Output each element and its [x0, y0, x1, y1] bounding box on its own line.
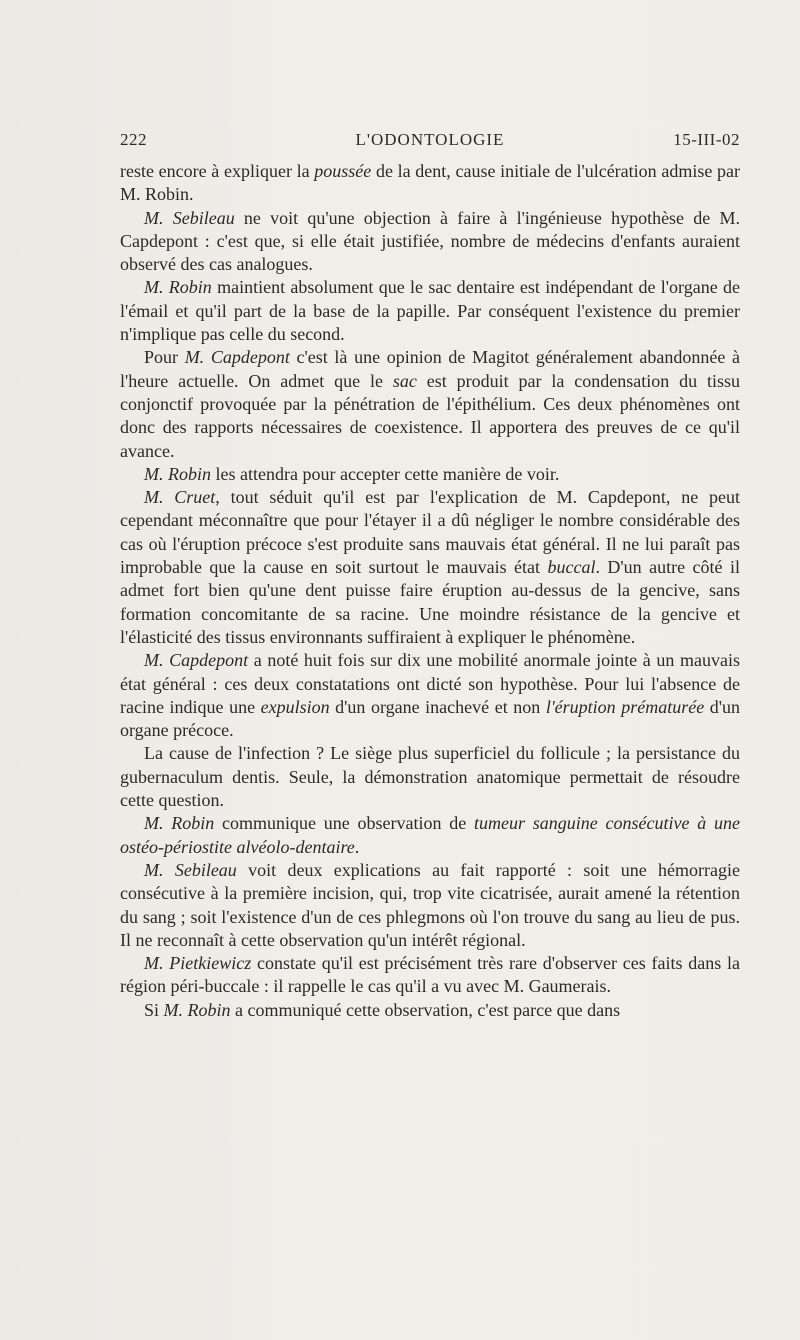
- paragraph: [120, 812, 740, 859]
- text-segment: c'est là une opinion de Magitot généralement abandonnée à l'heure actuelle. On admet que le: [120, 347, 740, 391]
- italic-text: M. Robin: [144, 463, 211, 484]
- paragraph: [120, 486, 740, 649]
- italic-text: M. Robin: [163, 999, 231, 1020]
- italic-text: poussée: [314, 161, 372, 181]
- paragraph: [120, 276, 740, 346]
- italic-text: buccal: [547, 557, 596, 578]
- italic-text: sac: [392, 370, 417, 391]
- text-segment: .: [354, 836, 360, 857]
- issue-date: 15-III-02: [673, 130, 740, 149]
- paragraph: [120, 742, 740, 812]
- text-segment: La cause de l'infection ? Le siège plus superficiel du follicule ; la persistance du gubernaculum dentis. Seule, la démonstration anatomique permettait de résoudre cette question.: [120, 743, 740, 811]
- text-segment: d'un organe précoce.: [120, 696, 741, 741]
- page-header: [120, 130, 740, 154]
- paragraph: [120, 463, 740, 486]
- running-title: L'ODONTOLOGIE: [355, 130, 505, 149]
- italic-text: M. Sebileau: [144, 859, 237, 880]
- text-segment: maintient absolument que le sac dentaire est indépendant de l'organe de l'émail et qu'il part de la base de la papille. Par conséquent l'existence du premier n'implique pas celle du second.: [120, 277, 740, 345]
- text-segment: est produit par la condensation du tissu conjonctif provoquée par la pénétration de l'épithélium. Ces deux phénomènes ont donc des rapports nécessaires de coexistence. Il apportera des preuves de ce qu'il avance.: [120, 370, 740, 461]
- text-segment: communique une observation de: [214, 813, 475, 834]
- italic-text: M. Pietkiewicz: [144, 953, 252, 974]
- paragraph: [120, 346, 740, 462]
- page-number: 222: [120, 130, 147, 149]
- paragraph: [120, 999, 740, 1022]
- text-segment: constate qu'il est précisément très rare d'observer ces faits dans la région péri-buccale : il rappelle le cas qu'il a vu avec M. Gaumerais.: [120, 953, 740, 997]
- italic-text: M. Robin: [144, 813, 215, 834]
- text-segment: les attendra pour accepter cette manière de voir.: [211, 463, 560, 484]
- italic-text: M. Capdepont: [144, 650, 249, 671]
- italic-text: M. Capdepont: [184, 347, 290, 368]
- italic-text: M. Cruet: [144, 487, 216, 508]
- text-segment: . D'un autre côté il admet fort bien qu'une dent puisse faire éruption au-dessus de la gencive, sans formation concomitante de sa racine. Une moindre résistance de la gencive et l'élasticité des tissus environnants suffiraient à expliquer le phénomène.: [120, 557, 740, 647]
- text-segment: a communiqué cette observation, c'est parce que dans: [230, 999, 621, 1020]
- paragraph: [120, 207, 740, 277]
- paragraph: [120, 859, 740, 952]
- italic-text: l'éruption prématurée: [545, 696, 705, 717]
- italic-text: expulsion: [260, 696, 330, 717]
- italic-text: M. Sebileau: [144, 207, 235, 228]
- italic-text: tumeur sanguine consécutive à une ostéo-périostite alvéolo-dentaire: [120, 813, 740, 857]
- italic-text: M. Robin: [144, 277, 212, 298]
- text-segment: de la dent, cause initiale de l'ulcération admise par M. Robin.: [120, 161, 740, 205]
- text-segment: a noté huit fois sur dix une mobilité anormale jointe à un mauvais état général : ces deux constatations ont dicté son hypothèse. Pour lui l'absence de racine indique une: [120, 650, 740, 717]
- body-text: [120, 160, 740, 1022]
- paragraph: [120, 952, 740, 999]
- text-segment: Si: [144, 999, 164, 1020]
- text-segment: ne voit qu'une objection à faire à l'ingénieuse hypothèse de M. Capdepont : c'est que, si elle était justifiée, nombre de médecins d'enfants auraient observé des cas analogues.: [120, 207, 740, 275]
- text-segment: voit deux explications au fait rapporté : soit une hémorragie consécutive à la première incision, qui, trop vite cicatrisée, aurait amené la rétention du sang ; soit l'existence d'un de ces phlegmons où l'on trouve du sang au lieu de pus. Il ne reconnaît à cette observation qu'un intérêt régional.: [120, 859, 740, 950]
- text-segment: , tout séduit qu'il est par l'explication de M. Capdepont, ne peut cependant méconnaître que pour l'étayer il a dû négliger le nombre considérable des cas où l'éruption précoce s'est produite sans mauvais état général. Il ne lui paraît pas improbable que la cause en soit surtout le mauvais état: [120, 487, 740, 578]
- paragraph: [120, 649, 740, 742]
- paragraph: [120, 160, 740, 207]
- text-segment: Pour: [144, 347, 185, 368]
- text-segment: d'un organe inachevé et non: [329, 696, 546, 717]
- text-segment: reste encore à expliquer la: [120, 161, 315, 181]
